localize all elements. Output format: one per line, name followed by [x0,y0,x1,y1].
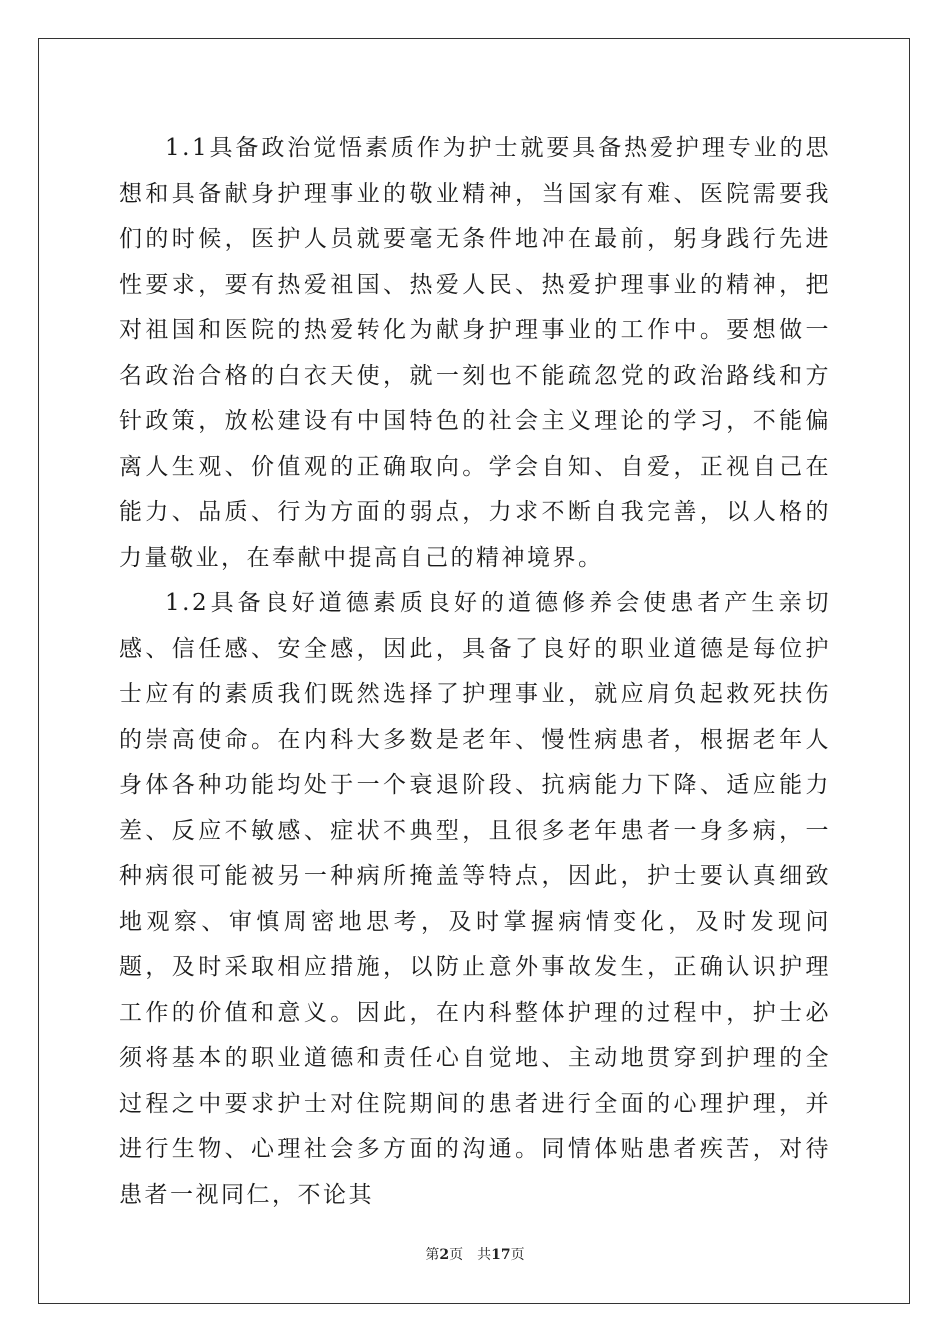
total-suffix: 页 [510,1247,525,1263]
total-prefix: 共 [477,1247,492,1263]
current-page-number: 2 [439,1247,450,1263]
page-suffix: 页 [449,1247,464,1263]
paragraph-1-2: 1.2具备良好道德素质良好的道德修养会使患者产生亲切感、信任感、安全感，因此，具备了良好的职业道德是每位护士应有的素质我们既然选择了护理事业，就应肩负起救死扶伤的崇高使命。在内科大多数是老年、慢性病患者，根据老年人身体各种功能均处于一个衰退阶段、抗病能力下降、适应能力差、反应不敏感、症状不典型，且很多老年患者一身多病，一种病很可能被另一种病所掩盖等特点，因此，护士要认真细致地观察、审慎周密地思考，及时掌握病情变化，及时发现问题，及时采取相应措施，以防止意外事故发生，正确认识护理工作的价值和意义。因此，在内科整体护理的过程中，护士必须将基本的职业道德和责任心自觉地、主动地贯穿到护理的全过程之中要求护士对住院期间的患者进行全面的心理护理，并进行生物、心理社会多方面的沟通。同情体贴患者疾苦，对待患者一视同仁，不论其 [119,590,831,1208]
paragraph-1-1: 1.1具备政治觉悟素质作为护士就要具备热爱护理专业的思想和具备献身护理事业的敬业精神，当国家有难、医院需要我们的时候，医护人员就要毫无条件地冲在最前，躬身践行先进性要求，要有热爱祖国、热爱人民、热爱护理事业的精神，把对祖国和医院的热爱转化为献身护理事业的工作中。要想做一名政治合格的白衣天使，就一刻也不能疏忽党的政治路线和方针政策，放松建设有中国特色的社会主义理论的学习，不能偏离人生观、价值观的正确取向。学会自知、自爱，正视自己在能力、品质、行为方面的弱点，力求不断自我完善，以人格的力量敬业，在奉献中提高自己的精神境界。 [119,135,831,571]
total-pages-number: 17 [491,1247,511,1263]
document-body [119,126,831,1218]
page-footer [0,1244,950,1264]
page-prefix: 第 [425,1247,440,1263]
